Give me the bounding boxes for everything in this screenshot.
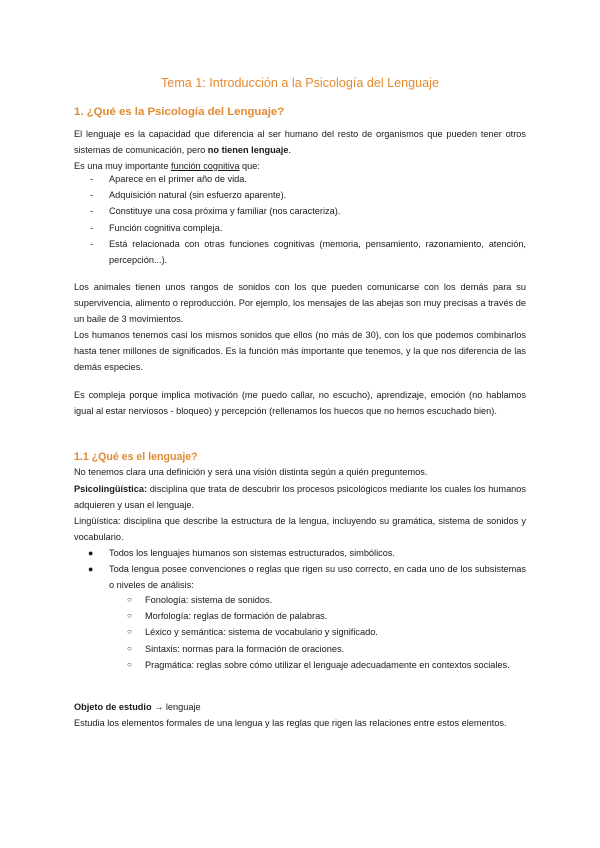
list-item: ○ Pragmática: reglas sobre cómo utilizar el lenguaje adecuadamente en contextos sociales. (127, 659, 510, 670)
list-item: - Aparece en el primer año de vida. (90, 174, 247, 184)
list-item: - Está relacionada con otras funciones cognitivas (memoria, pensamiento, razonamiento, atención, percepción...). (90, 238, 526, 266)
subsystems-sublist (74, 592, 526, 673)
language-bullet-list (74, 545, 526, 594)
list-item: - Función cognitiva compleja. (90, 222, 223, 233)
list-item: - Adquisición natural (sin esfuerzo aparente). (90, 190, 287, 201)
document-title: Tema 1: Introducción a la Psicología del Lenguaje (161, 76, 439, 90)
section-1-1-paragraph-4: Estudia los elementos formales de una lengua y las reglas que rigen las relaciones entre estos elementos. (74, 718, 507, 728)
list-item: ○ Fonología: sistema de sonidos. (127, 595, 273, 605)
list-item: ● Toda lengua posee convenciones o reglas que rigen su uso correcto, en cada uno de los subsistemas o niveles de análisis: (88, 564, 526, 591)
list-item: - Constituye una cosa próxima y familiar (nos caracteriza). (90, 206, 341, 217)
section-1-1-paragraph-1: No tenemos clara una definición y será una visión distinta según a quién preguntemos. (74, 467, 428, 477)
objeto-de-estudio-line: Objeto de estudio → lenguaje (74, 702, 201, 712)
section-1-paragraph-2: Es una muy importante función cognitiva que: (74, 161, 260, 171)
section-1-1-heading: 1.1 ¿Qué es el lenguaje? (74, 451, 198, 463)
section-1-paragraph-1: El lenguaje es la capacidad que diferencia al ser humano del resto de organismos que pueden tener otros sistemas de comunicación, pero no tienen lenguaje. (74, 129, 526, 156)
no-tienen-lenguaje-bold: no tienen lenguaje (207, 145, 289, 156)
section-1-paragraph-3: Los animales tienen unos rangos de sonidos con los que pueden comunicarse con los demás para su supervivencia, alimento o reproducción. Por ejemplo, los mensajes de las abejas son muy precisas a través de un baile de 3 movimientos. (74, 282, 526, 325)
section-1-heading: 1. ¿Qué es la Psicología del Lenguaje? (74, 106, 285, 118)
psicolinguistica-definition: Psicolingüística: disciplina que trata de descubrir los procesos psicológicos mediante los cuales los humanos adquieren y usan el lenguaje. (74, 484, 526, 511)
list-item: ○ Morfología: reglas de formación de palabras. (127, 611, 328, 622)
funcion-cognitiva-underlined: función cognitiva (171, 161, 240, 171)
list-item: ● Todos los lenguajes humanos son sistemas estructurados, simbólicos. (88, 548, 395, 558)
linguistica-definition: Lingüística: disciplina que describe la estructura de la lengua, incluyendo su gramática, sistema de sonidos y vocabulario. (74, 516, 526, 543)
section-1-paragraph-4: Los humanos tenemos casi los mismos sonidos que ellos (no más de 30), con los que podemos combinarlos hasta tener millones de significados. Es la función más importante que tenemos, y la que nos diferencia de las demás especies. (74, 330, 526, 373)
section-1-paragraph-5: Es compleja porque implica motivación (me puedo callar, no escucho), aprendizaje, emoción (no hablamos igual al estar nerviosos - bloqueo) y percepción (rellenamos los huecos que no hemos escuchado bien). (74, 390, 526, 417)
features-dash-list (74, 171, 526, 268)
list-item: ○ Léxico y semántica: sistema de vocabulario y significado. (127, 627, 378, 638)
list-item: ○ Sintaxis: normas para la formación de oraciones. (127, 643, 345, 654)
